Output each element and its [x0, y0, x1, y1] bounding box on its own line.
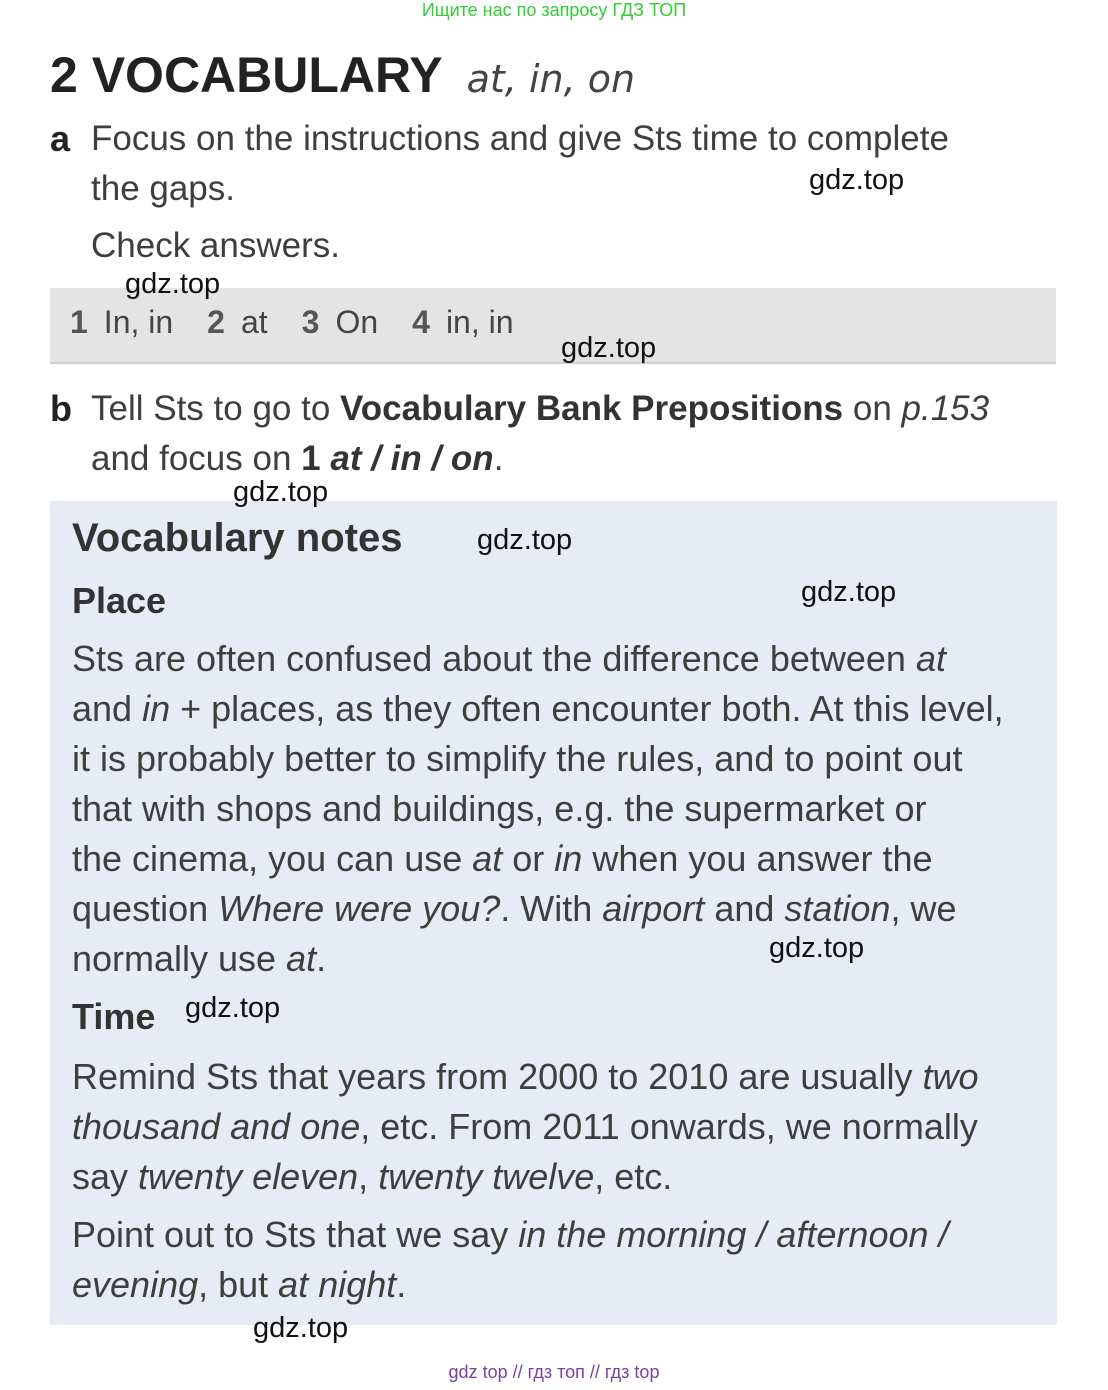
answer-text: at	[240, 304, 268, 340]
text-line	[72, 1260, 949, 1310]
text-line	[72, 1052, 978, 1102]
section-a-line2: the gaps.	[91, 169, 235, 208]
time-paragraph-1	[72, 1052, 978, 1202]
answer-text: On	[335, 304, 379, 340]
heading-title: 2 VOCABULARY	[50, 47, 443, 103]
italic-term: in	[142, 688, 171, 729]
answer-item	[70, 304, 173, 340]
text-line	[72, 834, 1004, 884]
section-b-line2-text: and focus on	[91, 439, 302, 478]
italic-term: airport	[602, 888, 705, 929]
italic-term: at night	[278, 1264, 397, 1305]
watermark: gdz.top	[561, 332, 657, 364]
italic-term: at	[472, 838, 503, 879]
exercise-title: at / in / on	[320, 439, 494, 478]
text-segment: .	[396, 1264, 407, 1305]
footer-links: gdz top // гдз топ // гдз top	[448, 1362, 660, 1382]
page-reference: p.153	[901, 389, 990, 428]
answer-number: 2	[207, 304, 225, 340]
text-line	[72, 1210, 949, 1260]
watermark: gdz.top	[233, 476, 329, 508]
vocabulary-bank-reference: Vocabulary Bank Prepositions	[340, 389, 844, 428]
section-b-line1	[91, 384, 989, 434]
section-a-letter: a	[50, 118, 71, 159]
text-segment: Remind Sts that years from 2000 to 2010 are usually	[72, 1056, 923, 1097]
italic-term: two	[922, 1056, 979, 1097]
top-banner: Ищите нас по запросу ГДЗ ТОП	[421, 0, 687, 20]
text-line	[72, 1152, 978, 1202]
section-b-line2-end: .	[493, 439, 504, 478]
answer-item	[302, 304, 378, 340]
section-b-on: on	[843, 389, 902, 428]
watermark: gdz.top	[185, 992, 281, 1024]
text-segment: it is probably better to simplify the rules, and to point out	[72, 738, 963, 779]
italic-term: at	[286, 938, 317, 979]
answer-number: 4	[412, 304, 430, 340]
watermark: gdz.top	[769, 932, 865, 964]
text-segment: question	[72, 888, 219, 929]
italic-term: in the morning / afternoon /	[518, 1214, 949, 1255]
italic-term: twenty twelve	[378, 1156, 595, 1197]
text-segment: . With	[500, 888, 603, 929]
watermark: gdz.top	[253, 1312, 349, 1344]
watermark: gdz.top	[801, 576, 897, 608]
text-line	[72, 634, 1004, 684]
answer-text: in, in	[445, 304, 514, 340]
text-segment: and	[72, 688, 143, 729]
italic-term: station	[784, 888, 891, 929]
text-segment: the cinema, you can use	[72, 838, 473, 879]
notes-title: Vocabulary notes	[72, 516, 403, 560]
text-segment: say	[72, 1156, 139, 1197]
text-segment: , etc. From 2011 onwards, we normally	[360, 1106, 978, 1147]
italic-term: thousand and one	[72, 1106, 361, 1147]
text-line	[72, 784, 1004, 834]
section-a-line1: Focus on the instructions and give Sts time to complete	[91, 119, 949, 158]
watermark: gdz.top	[477, 524, 573, 556]
time-heading: Time	[72, 996, 156, 1037]
text-line	[72, 684, 1004, 734]
watermark: gdz.top	[809, 164, 905, 196]
answer-number: 3	[301, 304, 320, 340]
italic-term: Where were you?	[218, 888, 501, 929]
text-segment: that with shops and buildings, e.g. the supermarket or	[72, 788, 927, 829]
section-heading	[50, 46, 635, 104]
italic-term: in	[554, 838, 583, 879]
place-heading: Place	[72, 580, 167, 621]
text-segment: .	[316, 938, 327, 979]
answer-item	[207, 304, 267, 340]
answer-text: In, in	[103, 304, 174, 340]
text-segment: and	[704, 888, 785, 929]
answer-item	[412, 304, 513, 340]
text-segment: , but	[198, 1264, 279, 1305]
text-segment: , etc.	[594, 1156, 673, 1197]
time-paragraph-2	[72, 1210, 949, 1310]
text-segment: when you answer the	[582, 838, 933, 879]
text-segment: ,	[358, 1156, 379, 1197]
answer-number: 1	[70, 304, 88, 340]
exercise-number: 1	[301, 439, 321, 478]
text-line	[72, 1102, 978, 1152]
section-b-letter: b	[50, 388, 72, 429]
text-segment: Point out to Sts that we say	[72, 1214, 519, 1255]
italic-term: at	[915, 638, 946, 679]
section-b-text: Tell Sts to go to	[91, 389, 341, 428]
heading-subtitle: at, in, on	[466, 57, 636, 101]
text-segment: + places, as they often encounter both. At this level,	[170, 688, 1004, 729]
text-segment: Sts are often confused about the difference between	[72, 638, 916, 679]
italic-term: evening	[72, 1264, 199, 1305]
text-line	[72, 884, 1004, 934]
italic-term: twenty eleven	[138, 1156, 359, 1197]
section-a-line3: Check answers.	[91, 226, 340, 265]
text-segment: normally use	[72, 938, 287, 979]
text-line	[72, 734, 1004, 784]
text-segment: , we	[890, 888, 957, 929]
text-segment: or	[502, 838, 555, 879]
answer-key-list	[70, 304, 548, 341]
watermark: gdz.top	[125, 268, 221, 300]
